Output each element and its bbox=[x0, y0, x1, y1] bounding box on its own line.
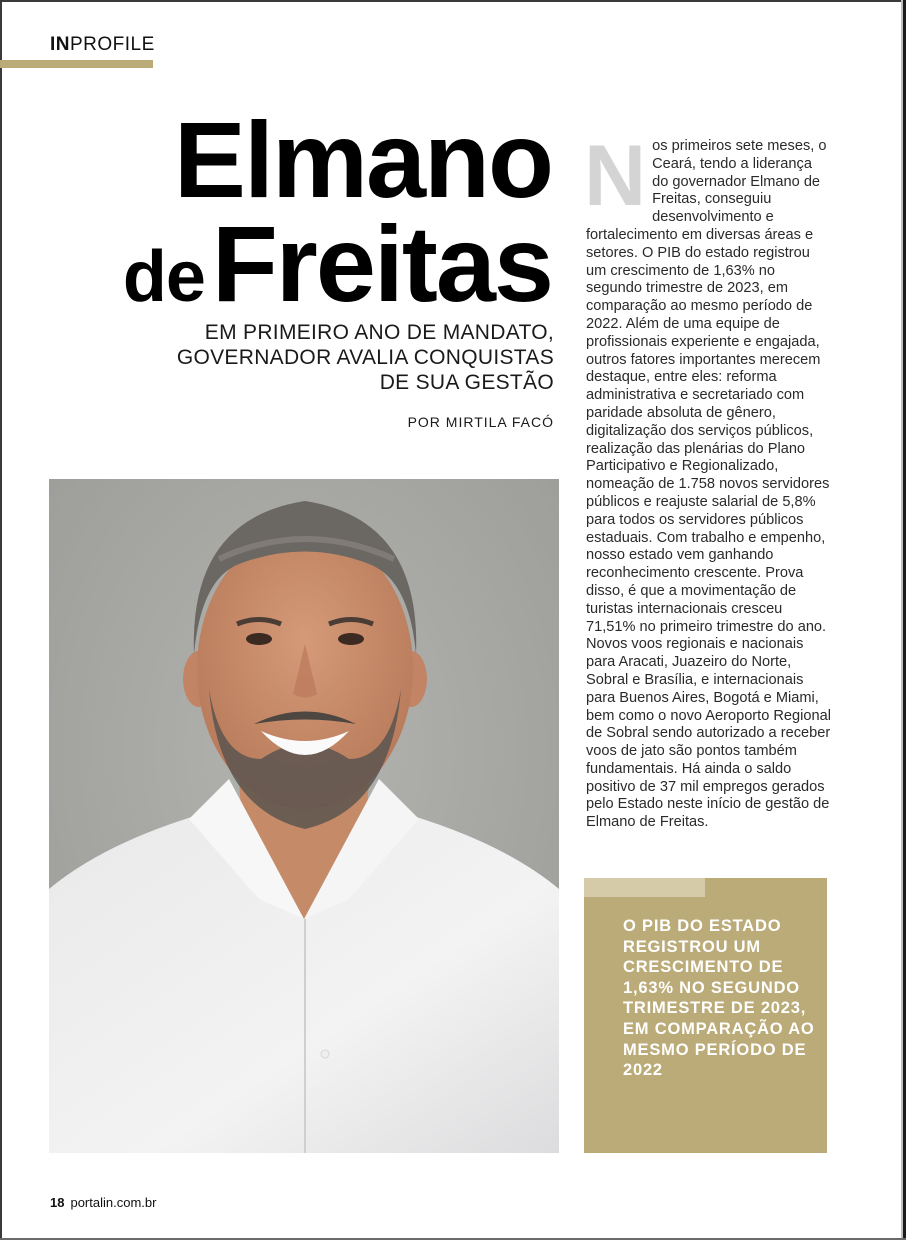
pull-quote-tab bbox=[584, 878, 705, 897]
subtitle-line-2: GOVERNADOR AVALIA CONQUISTAS bbox=[176, 346, 554, 369]
subtitle-line-3: DE SUA GESTÃO bbox=[379, 371, 554, 394]
byline: POR MIRTILA FACÓ bbox=[407, 414, 554, 430]
pull-quote-text: O PIB DO ESTADO REGISTROU UM CRESCIMENTO DE 1,63% NO SEGUNDO TRIMESTRE DE 2023, EM COMPARAÇÃO AO MESMO PERÍODO DE 2022 bbox=[623, 917, 815, 1080]
page-border-left bbox=[0, 0, 2, 1240]
body-paragraph: os primeiros sete meses, o Ceará, tendo a liderança do governador Elmano de Freitas, conseguiu desenvolvimento e fortalecimento em diversas áreas e setores. O PIB do estado registrou um crescimento de 1,63% no segundo trimestre de 2023, em comparação ao mesmo período de 2022. Além de uma equipe de profissionais experiente e engajada, outros fatores importantes merecem destaque, entre eles: reforma administrativa e secretariado com paridade absoluta de gênero, digitalização dos serviços públicos, realização das plenárias do Plano Participativo e Regionalizado, nomeação de 1.758 novos servidores públicos e reajuste salarial de 5,8% para todos os servidores públicos estaduais. Com trabalho e empenho, nosso estado vem ganhando reconhecimento crescente. Prova disso, é que a movimentação de turistas internacionais cresceu 71,51% no primeiro trimestre do ano. Novos voos regionais e nacionais para Aracati, Juazeiro do Norte, Sobral e Brasília, e internacionais para Buenos Aires, Bogotá e Miami, bem como o novo Aeroporto Regional de Sobral sendo autorizado a receber voos de jato são pontos também fundamentais. Há ainda o saldo positivo de 37 mil empregos gerados pelo Estado neste início de gestão de Elmano de Freitas. bbox=[586, 138, 832, 831]
page-footer bbox=[50, 1195, 156, 1210]
portrait-illustration bbox=[49, 479, 559, 1153]
article-subtitle bbox=[150, 320, 554, 395]
article-body bbox=[584, 128, 832, 832]
section-label bbox=[50, 35, 155, 55]
section-accent-bar bbox=[0, 60, 153, 68]
section-label-light: PROFILE bbox=[70, 34, 155, 55]
portrait-photo bbox=[49, 479, 559, 1153]
site-link[interactable]: portalin.com.br bbox=[70, 1195, 157, 1210]
pull-quote-box bbox=[584, 878, 827, 1153]
page-number: 18 bbox=[50, 1195, 65, 1210]
subtitle-line-1: EM PRIMEIRO ANO DE MANDATO, bbox=[204, 321, 554, 344]
drop-cap: N bbox=[584, 128, 647, 224]
title-freitas: Freitas bbox=[211, 203, 552, 324]
title-de: de bbox=[122, 237, 205, 317]
section-label-bold: IN bbox=[50, 34, 70, 55]
page-border-top bbox=[0, 0, 906, 2]
article-title bbox=[60, 99, 552, 342]
title-line-1: Elmano bbox=[173, 99, 552, 220]
